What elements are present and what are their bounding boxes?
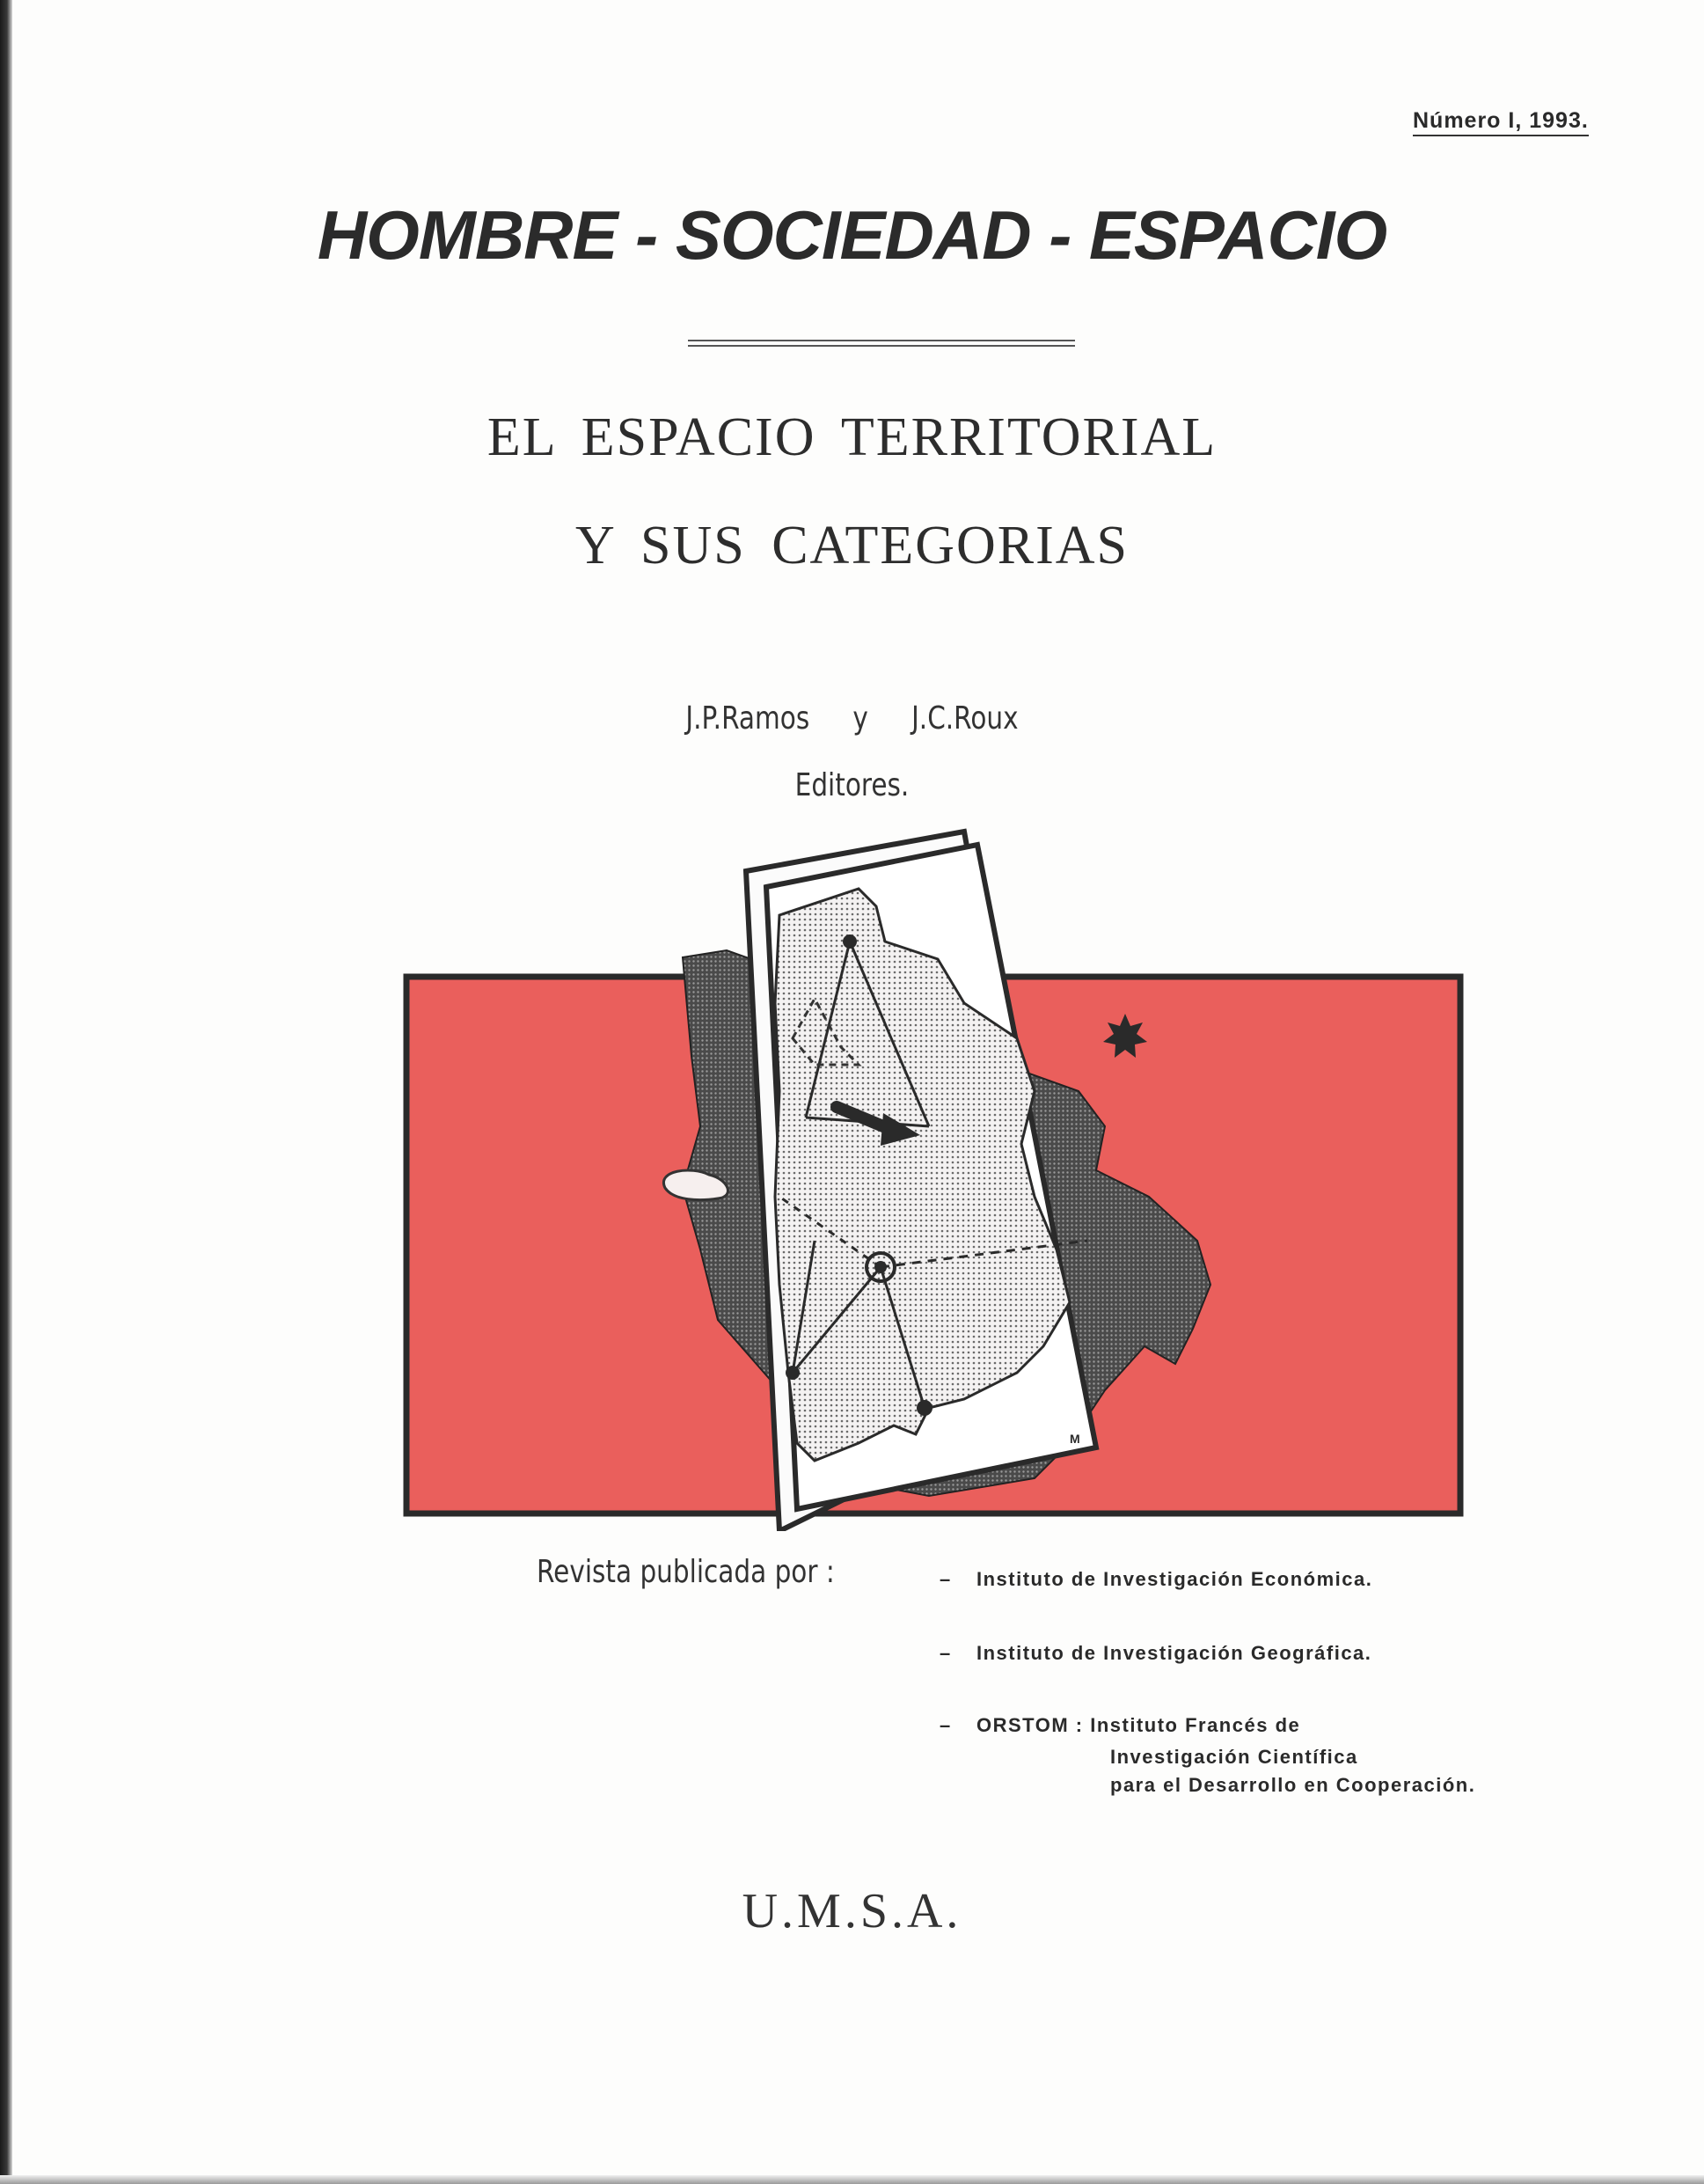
- series-title: HOMBRE - SOCIEDAD - ESPACIO: [317, 196, 1387, 274]
- university-name: U.M.S.A.: [742, 1884, 962, 1938]
- main-title-line1: EL ESPACIO TERRITORIAL: [486, 407, 1218, 467]
- institution-name: Instituto de Investigación Geográfica.: [976, 1642, 1372, 1664]
- map-node: [874, 1261, 887, 1273]
- editor-conjunction: y: [852, 700, 868, 737]
- spine-shadow: [0, 0, 12, 2184]
- institution-name: Instituto de Investigación Económica.: [976, 1568, 1373, 1590]
- institution-name: ORSTOM : Instituto Francés de: [976, 1714, 1301, 1736]
- main-title-line2: Y SUS CATEGORIAS: [574, 516, 1129, 575]
- editor-name: J.C.Roux: [911, 700, 1019, 737]
- orstom-line: para el Desarrollo en Cooperación.: [1110, 1774, 1476, 1796]
- issue-number: Número I, 1993.: [1413, 108, 1589, 136]
- published-by-label: Revista publicada por :: [537, 1554, 835, 1590]
- orstom-line: Investigación Científica: [1110, 1746, 1358, 1768]
- institution-item: – Instituto de Investigación Geográfica.: [940, 1642, 1372, 1664]
- cover-illustration: [401, 827, 1479, 1531]
- map-node: [786, 1366, 800, 1380]
- editor-role: Editores.: [794, 767, 910, 803]
- map-node: [843, 934, 857, 949]
- institution-item: – ORSTOM : Instituto Francés de: [940, 1714, 1301, 1736]
- editor-name: J.P.Ramos: [685, 700, 810, 737]
- page-bottom-edge: [0, 2175, 1704, 2184]
- divider-rule: [688, 340, 1075, 341]
- divider-rule: [688, 345, 1075, 347]
- institution-item: – Instituto de Investigación Económica.: [940, 1568, 1373, 1590]
- editor-names: [153, 700, 1550, 737]
- artist-mark: M: [1070, 1432, 1080, 1446]
- map-node: [917, 1400, 932, 1416]
